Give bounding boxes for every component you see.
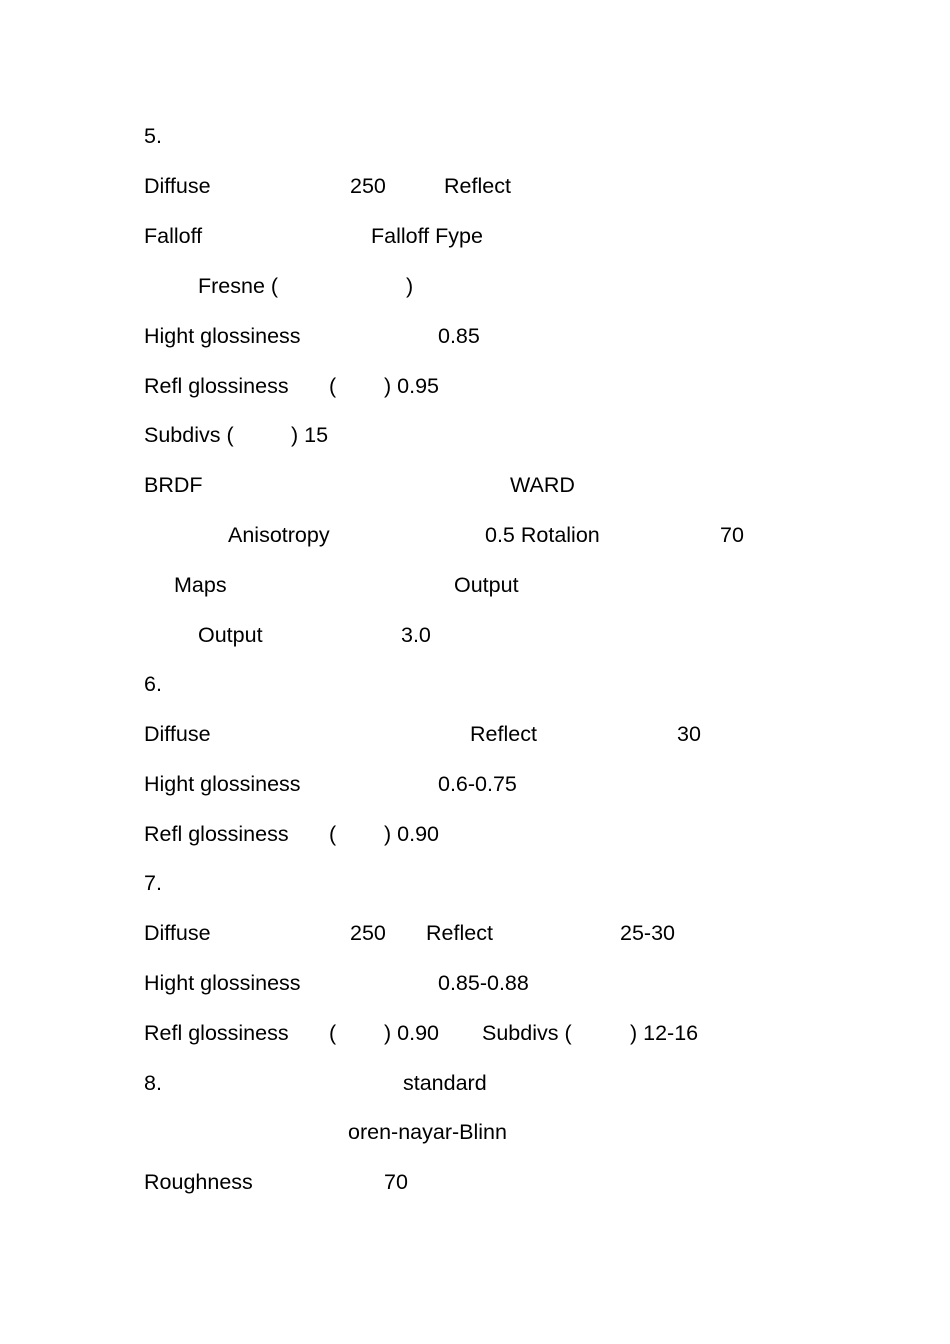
output-value: 3.0 bbox=[401, 623, 431, 647]
roughness-label: Roughness bbox=[144, 1170, 253, 1194]
hight-glossiness-label: Hight glossiness bbox=[144, 971, 301, 995]
refl-glossiness-value: ) 0.90 bbox=[384, 1021, 439, 1045]
diffuse-value: 250 bbox=[350, 174, 386, 198]
reflect-label: Reflect bbox=[470, 722, 537, 746]
subdivs-label: Subdivs ( bbox=[144, 423, 234, 447]
hight-glossiness-label: Hight glossiness bbox=[144, 772, 301, 796]
fresne-close: ) bbox=[406, 274, 414, 298]
maps-label: Maps bbox=[174, 573, 227, 597]
anisotropy-label: Anisotropy bbox=[228, 523, 330, 547]
hight-glossiness-label: Hight glossiness bbox=[144, 324, 301, 348]
refl-glossiness-value: ) 0.95 bbox=[384, 374, 439, 398]
fresne-label: Fresne ( bbox=[198, 274, 279, 298]
section-heading: 8. bbox=[144, 1071, 162, 1095]
subdivs-label: Subdivs ( bbox=[482, 1021, 572, 1045]
section-heading: 6. bbox=[144, 672, 162, 696]
hight-glossiness-value: 0.85-0.88 bbox=[438, 971, 529, 995]
reflect-value: 25-30 bbox=[620, 921, 675, 945]
reflect-label: Reflect bbox=[444, 174, 511, 198]
maps-output: Output bbox=[454, 573, 519, 597]
output-label: Output bbox=[198, 623, 263, 647]
hight-glossiness-value: 0.6-0.75 bbox=[438, 772, 517, 796]
refl-open-paren: ( bbox=[329, 822, 337, 846]
section-heading: 7. bbox=[144, 871, 162, 895]
roughness-value: 70 bbox=[384, 1170, 408, 1194]
anisotropy-rotation: 0.5 Rotalion bbox=[485, 523, 600, 547]
subdivs-value: ) 15 bbox=[291, 423, 329, 447]
refl-open-paren: ( bbox=[329, 1021, 337, 1045]
subdivs-value: ) 12-16 bbox=[630, 1021, 699, 1045]
brdf-value: WARD bbox=[510, 473, 575, 497]
refl-glossiness-value: ) 0.90 bbox=[384, 822, 439, 846]
diffuse-value: 250 bbox=[350, 921, 386, 945]
section-heading: 5. bbox=[144, 124, 162, 148]
reflect-label: Reflect bbox=[426, 921, 493, 945]
refl-glossiness-label: Refl glossiness bbox=[144, 822, 289, 846]
falloff-type-label: Falloff Fype bbox=[371, 224, 483, 248]
shader-label: oren-nayar-Blinn bbox=[348, 1120, 507, 1144]
refl-glossiness-label: Refl glossiness bbox=[144, 1021, 289, 1045]
brdf-label: BRDF bbox=[144, 473, 203, 497]
rotation-value: 70 bbox=[720, 523, 744, 547]
diffuse-label: Diffuse bbox=[144, 921, 211, 945]
refl-glossiness-label: Refl glossiness bbox=[144, 374, 289, 398]
hight-glossiness-value: 0.85 bbox=[438, 324, 480, 348]
reflect-value: 30 bbox=[677, 722, 701, 746]
standard-label: standard bbox=[403, 1071, 487, 1095]
diffuse-label: Diffuse bbox=[144, 174, 211, 198]
diffuse-label: Diffuse bbox=[144, 722, 211, 746]
refl-open-paren: ( bbox=[329, 374, 337, 398]
falloff-label: Falloff bbox=[144, 224, 203, 248]
